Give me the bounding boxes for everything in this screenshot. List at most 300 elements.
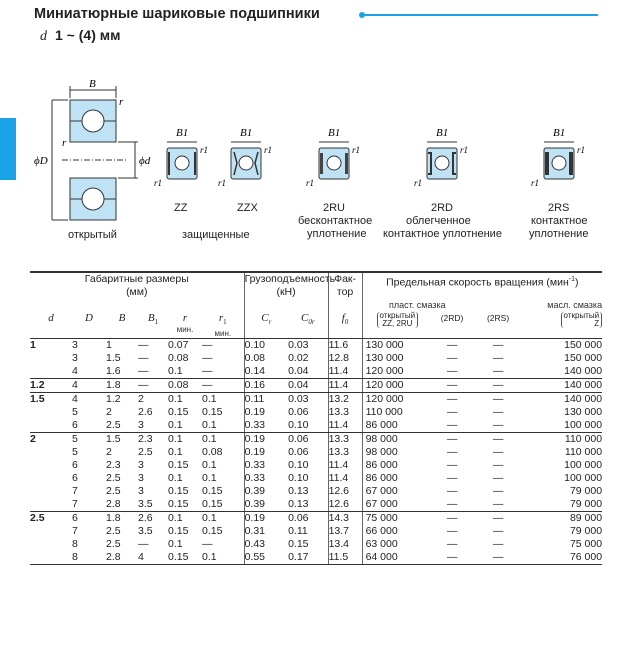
caption-2rd-line1: облегченное (406, 215, 471, 227)
table-cell: 79 000 (569, 525, 603, 538)
table-cell: 0.1 (168, 446, 183, 459)
table-cell: 2.6 (138, 406, 153, 419)
table-cell: 0.16 (244, 379, 288, 393)
table-cell: 0.19 (244, 433, 288, 447)
table-cell: 3 (72, 339, 78, 352)
table-cell: 0.15 (168, 498, 202, 512)
2ru-label-r1-bottom: r1 (306, 178, 315, 188)
table-cell: 0.08 (168, 352, 189, 365)
table-cell: — (492, 512, 504, 525)
table-cell: 67 000 (362, 498, 432, 512)
table-cell: 0.06 (288, 406, 309, 419)
table-cell: 0.08 (244, 352, 288, 365)
table-cell: 0.1 (168, 433, 183, 446)
table-cell: 66 000 (362, 525, 432, 538)
table-cell: — (446, 393, 458, 406)
table-cell: 2.8 (106, 498, 138, 512)
table-cell: — (472, 379, 524, 393)
table-cell: 100 000 (564, 472, 603, 485)
bearing-spec-table (30, 271, 602, 565)
table-cell: — (492, 393, 504, 406)
cell-bore-d (30, 551, 72, 565)
open-bearing-drawing (52, 86, 138, 220)
table-row (30, 485, 602, 498)
table-cell: 0.02 (288, 352, 309, 365)
2ru-label-b1: B1 (328, 127, 341, 139)
col-B: B (106, 312, 138, 339)
table-row (30, 538, 602, 551)
table-cell: — (446, 525, 458, 538)
zz-label-b1: B1 (176, 127, 189, 139)
caption-2rs-line1: контактное (531, 215, 588, 227)
table-cell: — (446, 459, 458, 472)
table-cell: 0.1 (202, 459, 217, 472)
table-cell: 0.33 (244, 419, 288, 433)
table-cell: — (492, 406, 504, 419)
caption-2rs: 2RS (548, 202, 570, 214)
table-cell: 1.5 (106, 433, 121, 446)
cell-bore-d (30, 525, 72, 538)
open-label-inner-dia: ϕd (139, 155, 151, 167)
table-cell: 0.13 (288, 498, 328, 512)
table-cell: 0.19 (244, 446, 288, 459)
table-cell: 110 000 (362, 406, 432, 419)
table-cell: 130 000 (362, 352, 432, 365)
table-cell: 8 (72, 538, 78, 551)
table-cell: — (432, 419, 472, 433)
table-cell: 0.1 (168, 538, 183, 551)
2rs-label-r1-top: r1 (577, 145, 586, 155)
subtitle-range: 1 ~ (4) мм (55, 27, 121, 43)
caption-2rs-line2: уплотнение (529, 228, 589, 240)
table-body (30, 339, 602, 565)
table-cell: 0.19 (244, 512, 288, 526)
table-cell: 11.4 (328, 459, 362, 472)
2rd-label-r1-bottom: r1 (414, 178, 423, 188)
table-cell: 0.39 (244, 485, 288, 498)
table-cell: 79 000 (524, 498, 602, 512)
table-cell: 13.3 (328, 433, 362, 447)
cell-bore-d (30, 538, 72, 551)
table-cell: — (202, 379, 244, 393)
table-cell: — (492, 339, 504, 352)
table-cell: 0.15 (202, 498, 244, 512)
table-cell: 0.07 (168, 339, 189, 352)
table-cell: 4 (72, 365, 106, 379)
table-cell: — (138, 352, 149, 365)
2rd-label-b1: B1 (436, 127, 449, 139)
table-cell: 3 (138, 419, 168, 433)
table-cell: 0.15 (168, 485, 189, 498)
2rs-label-r1-bottom: r1 (531, 178, 540, 188)
table-cell: 0.1 (168, 472, 183, 485)
table-cell: — (446, 433, 458, 446)
table-cell: 6 (72, 459, 78, 472)
table-cell: 0.10 (288, 459, 309, 472)
table-cell: — (138, 379, 168, 393)
table-cell: 2.5 (106, 472, 121, 485)
col-Cr: $C_r$ (244, 312, 288, 339)
table-cell: 3 (138, 472, 144, 485)
col-open-z: открытый Z (524, 312, 602, 339)
table-cell: — (492, 472, 504, 485)
table-cell: 0.1 (168, 419, 202, 433)
table-cell: 2 (106, 446, 112, 459)
table-cell: 100 000 (564, 459, 603, 472)
table-cell: 75 000 (362, 512, 432, 526)
cell-bore-d (30, 352, 72, 365)
table-cell: 6 (72, 512, 78, 525)
table-cell: 0.15 (168, 551, 202, 565)
table-cell: — (446, 472, 458, 485)
table-row (30, 393, 602, 407)
zzx-label-b1: B1 (240, 127, 253, 139)
table-cell: 0.1 (168, 365, 202, 379)
table-cell: 120 000 (362, 393, 432, 407)
table-cell: 12.6 (328, 485, 362, 498)
table-cell: 0.08 (168, 379, 202, 393)
table-row (30, 446, 602, 459)
cell-bore-d: 2.5 (30, 512, 45, 525)
header-factor: Фак- тор (328, 272, 362, 299)
table-cell: 110 000 (564, 433, 603, 446)
table-cell: — (492, 485, 504, 498)
table-cell: 2 (106, 406, 112, 419)
table-row (30, 365, 602, 379)
table-cell: — (446, 446, 458, 459)
table-cell: 150 000 (564, 339, 603, 352)
table-cell: 0.11 (288, 525, 308, 538)
table-cell: 1.8 (106, 379, 138, 393)
table-cell: 0.1 (202, 551, 244, 565)
cell-bore-d: 2 (30, 433, 36, 446)
caption-2ru-line2: уплотнение (307, 228, 367, 240)
table-cell: 0.33 (244, 472, 288, 485)
table-cell: 86 000 (362, 419, 432, 433)
header-row-columns (30, 312, 602, 339)
table-cell: 11.4 (328, 365, 362, 379)
table-row (30, 512, 602, 526)
table-cell: — (472, 419, 524, 433)
table-cell: 3.5 (138, 498, 168, 512)
table-cell: 0.55 (244, 551, 288, 565)
table-cell: 140 000 (564, 393, 603, 406)
page-title: Миниатюрные шариковые подшипники (34, 6, 320, 22)
zz-label-r1-top: r1 (200, 145, 209, 155)
title-accent-line (362, 14, 598, 16)
table-cell: 67 000 (362, 485, 432, 498)
header-oil: масл. смазка (547, 300, 603, 310)
table-cell: — (432, 551, 472, 565)
table-cell: 0.10 (288, 472, 309, 485)
table-cell: — (432, 498, 472, 512)
table-cell: 5 (72, 406, 78, 419)
table-row (30, 525, 602, 538)
table-cell: 3 (138, 459, 144, 472)
table-cell: 0.1 (202, 419, 244, 433)
table-cell: — (446, 485, 458, 498)
header-grease: пласт. смазка (362, 299, 472, 312)
table-row (30, 472, 602, 485)
table-cell: — (492, 433, 504, 446)
table-row (30, 551, 602, 565)
table-cell: 0.14 (244, 365, 288, 379)
table-cell: 6 (72, 419, 106, 433)
table-row (30, 379, 602, 393)
caption-zzx: ZZX (237, 202, 258, 214)
table-cell: 13.3 (328, 406, 362, 419)
table-cell: 0.15 (168, 525, 189, 538)
table-cell: 0.33 (244, 459, 288, 472)
table-cell: — (492, 538, 504, 551)
table-cell: 79 000 (569, 485, 603, 498)
col-r: r мин. (168, 312, 202, 339)
table-cell: 0.06 (288, 512, 309, 525)
page-subtitle (40, 27, 120, 45)
table-row (30, 433, 602, 447)
table-cell: 120 000 (362, 365, 432, 379)
table-cell: 1.8 (106, 512, 121, 525)
table-row (30, 459, 602, 472)
open-label-r-inner: r (62, 137, 67, 149)
table-cell: 0.15 (202, 485, 223, 498)
table-cell: 12.8 (328, 352, 362, 365)
table-cell: 0.1 (168, 512, 183, 525)
table-cell: 140 000 (524, 365, 602, 379)
cell-bore-d (30, 485, 72, 498)
table-cell: — (446, 352, 458, 365)
caption-open: открытый (68, 229, 117, 241)
table-cell: 11.4 (328, 472, 362, 485)
col-d: d (30, 312, 72, 339)
table-cell: 5 (72, 433, 78, 446)
zzx-label-r1-top: r1 (264, 145, 273, 155)
table-cell: 2.5 (138, 446, 153, 459)
table-cell: 11.6 (328, 339, 362, 353)
table-cell: 0.04 (288, 379, 328, 393)
table-cell: 120 000 (362, 379, 432, 393)
table-cell: 1.2 (106, 393, 121, 406)
cell-bore-d (30, 365, 72, 379)
table-cell: — (138, 339, 149, 352)
2rs-label-b1: B1 (553, 127, 566, 139)
table-cell: 13.7 (328, 525, 362, 538)
zzx-label-r1-bottom: r1 (218, 178, 227, 188)
table-cell: 4 (138, 551, 168, 565)
table-cell: 2.6 (138, 512, 153, 525)
table-cell: 0.17 (288, 551, 328, 565)
col-2rd: (2RD) (432, 312, 472, 339)
zz-bearing-drawing (167, 142, 197, 179)
table-cell: 7 (72, 485, 78, 498)
header-row-lubrication (30, 299, 602, 312)
2rd-bearing-drawing (427, 142, 457, 179)
header-dims: Габаритные размеры (мм) (30, 272, 244, 299)
table-cell: 2.5 (106, 538, 121, 551)
table-cell: 130 000 (362, 339, 432, 353)
table-cell: 150 000 (564, 352, 603, 365)
table-cell: 0.15 (202, 406, 223, 419)
open-label-r-top: r (119, 96, 124, 108)
table-cell: — (138, 538, 149, 551)
table-cell: 0.03 (288, 339, 309, 352)
col-open-zz-2ru: открытый ZZ, 2RU (362, 312, 432, 339)
table-cell: 2.5 (106, 525, 121, 538)
table-row (30, 419, 602, 433)
table-cell: 3 (72, 352, 78, 365)
table-cell: 13.2 (328, 393, 362, 407)
table-cell: — (202, 352, 213, 365)
table-cell: 98 000 (362, 433, 432, 447)
2ru-label-r1-top: r1 (352, 145, 361, 155)
table-cell: 3 (138, 485, 144, 498)
table-cell: — (492, 446, 504, 459)
header-load: Грузоподъемность (кН) (244, 273, 336, 298)
table-cell: — (138, 365, 168, 379)
table-cell: 1.5 (106, 352, 121, 365)
2rs-bearing-drawing (544, 142, 574, 179)
table-cell: 0.1 (202, 433, 217, 446)
table-cell: — (202, 538, 213, 551)
cell-bore-d (30, 419, 72, 433)
table-row (30, 352, 602, 365)
cell-bore-d (30, 406, 72, 419)
table-cell: 75 000 (569, 538, 603, 551)
col-r1: $r_1$ мин. (202, 312, 244, 339)
table-cell: 12.6 (328, 498, 362, 512)
table-cell: — (472, 498, 524, 512)
table-cell: — (472, 551, 524, 565)
table-cell: — (446, 339, 458, 352)
table-cell: 89 000 (569, 512, 603, 525)
cell-bore-d (30, 472, 72, 485)
table-cell: 130 000 (564, 406, 603, 419)
table-cell: 2.3 (138, 433, 153, 446)
cell-bore-d (30, 498, 72, 512)
table-cell: 7 (72, 525, 78, 538)
table-cell: 1 (106, 339, 112, 352)
open-label-outer-dia: ϕD (34, 155, 48, 167)
table-cell: 0.06 (288, 446, 309, 459)
table-cell: 0.11 (244, 393, 288, 407)
table-cell: 110 000 (564, 446, 603, 459)
table-cell: 11.5 (328, 551, 362, 565)
cell-bore-d: 1.2 (30, 379, 72, 393)
table-cell: 0.1 (202, 472, 217, 485)
table-cell: 0.1 (202, 393, 217, 406)
table-cell: 0.10 (288, 419, 328, 433)
cell-bore-d (30, 459, 72, 472)
table-cell: 0.39 (244, 498, 288, 512)
table-cell: 98 000 (362, 446, 432, 459)
table-cell: 86 000 (362, 459, 432, 472)
table-cell: 0.15 (168, 406, 189, 419)
col-C0r: $C_{0r}$ (288, 312, 328, 339)
col-f0: $f_0$ (328, 312, 362, 339)
table-cell: 86 000 (362, 472, 432, 485)
table-row (30, 498, 602, 512)
caption-2rd-line2: контактное уплотнение (383, 228, 502, 240)
header-speed: Предельная скорость вращения (мин$^{-1}$) (362, 272, 602, 299)
zz-label-r1-bottom: r1 (154, 178, 163, 188)
table-cell: — (432, 365, 472, 379)
2ru-bearing-drawing (319, 142, 349, 179)
cell-bore-d: 1 (30, 339, 36, 352)
caption-zz: ZZ (174, 202, 188, 214)
table-cell: 13.4 (328, 538, 362, 551)
table-cell: 0.13 (288, 485, 309, 498)
caption-shielded: защищенные (182, 229, 250, 241)
table-cell: — (202, 339, 213, 352)
table-cell: 1.6 (106, 365, 138, 379)
table-cell: 0.31 (244, 525, 288, 538)
table-cell: 64 000 (362, 551, 432, 565)
table-cell: 0.03 (288, 393, 309, 406)
caption-2rd: 2RD (431, 202, 454, 214)
zzx-bearing-drawing (231, 142, 261, 179)
table-cell: 8 (72, 551, 106, 565)
table-cell: 100 000 (524, 419, 602, 433)
table-row (30, 339, 602, 353)
cell-bore-d (30, 446, 72, 459)
table-cell: 0.04 (288, 365, 328, 379)
table-cell: 11.4 (328, 419, 362, 433)
table-cell: 0.1 (168, 393, 183, 406)
table-cell: 13.3 (328, 446, 362, 459)
table-cell: 0.1 (202, 512, 217, 525)
table-row (30, 406, 602, 419)
table-cell: — (446, 512, 458, 525)
caption-2ru: 2RU (323, 202, 346, 214)
cell-bore-d: 1.5 (30, 393, 45, 406)
table-cell: 4 (72, 393, 78, 406)
table-cell: — (446, 406, 458, 419)
table-cell: 0.15 (288, 538, 309, 551)
table-cell: 140 000 (524, 379, 602, 393)
table-cell: 0.15 (168, 459, 189, 472)
table-cell: 4 (72, 379, 106, 393)
subtitle-symbol: d (40, 29, 47, 44)
table-cell: 11.4 (328, 379, 362, 393)
table-cell: — (472, 365, 524, 379)
header-row-groups (30, 272, 602, 299)
table-cell: — (432, 379, 472, 393)
table-cell: 0.19 (244, 406, 288, 419)
table-cell: — (492, 352, 504, 365)
table-cell: 0.10 (244, 339, 288, 353)
table-cell: 2.5 (106, 419, 138, 433)
col-2rs: (2RS) (472, 312, 524, 339)
table-cell: — (492, 525, 504, 538)
table-cell: 2.5 (106, 485, 121, 498)
table-cell: 76 000 (524, 551, 602, 565)
table-cell: 0.15 (202, 525, 223, 538)
table-cell: 5 (72, 446, 78, 459)
2rd-label-r1-top: r1 (460, 145, 469, 155)
table-cell: 14.3 (328, 512, 362, 526)
open-label-b: B (89, 78, 96, 90)
table-cell: 0.43 (244, 538, 288, 551)
table-cell: 2.3 (106, 459, 121, 472)
table-cell: 6 (72, 472, 78, 485)
caption-2ru-line1: бесконтактное (298, 215, 373, 227)
table-cell: — (446, 538, 458, 551)
col-B1: $B_1$ (138, 312, 168, 339)
table-cell: 0.06 (288, 433, 309, 446)
table-cell: 2 (138, 393, 144, 406)
table-cell: 7 (72, 498, 106, 512)
table-cell: — (492, 459, 504, 472)
